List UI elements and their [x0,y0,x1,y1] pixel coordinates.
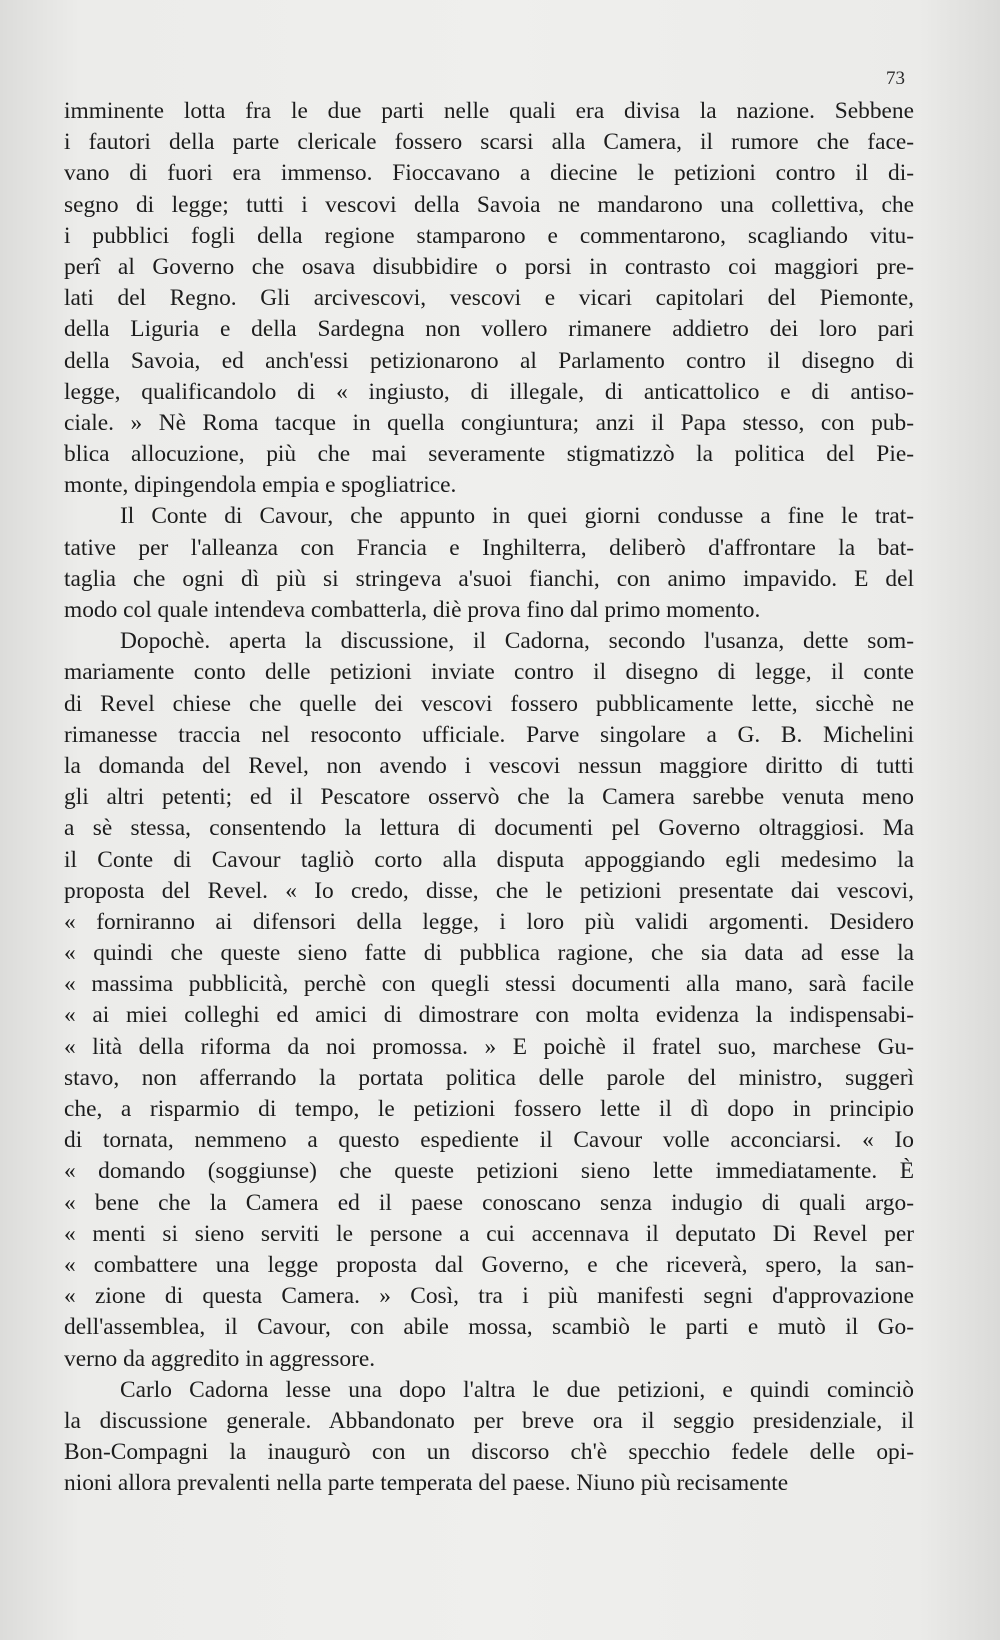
paragraph [64,1375,914,1500]
text-line: monte, dipingendola empia e spogliatrice. [64,472,457,499]
text-line: la domanda del Revel, non avendo i vescovi nessun maggiore diritto di tutti [64,752,914,779]
text-line: della Savoia, ed anch'essi petizionarono al Parlamento contro il disegno di [64,347,914,374]
text-line: rimanesse traccia nel resoconto ufficiale. Parve singolare a G. B. Michelini [64,721,914,748]
text-line: che, a risparmio di tempo, le petizioni fossero lette il dì dopo in principio [64,1096,914,1122]
text-line: ciale. » Nè Roma tacque in quella congiuntura; anzi il Papa stesso, con pub- [64,409,914,436]
text-line: « lità della riforma da noi promossa. » E poichè il fratel suo, marchese Gu- [64,1033,914,1060]
text-line: di tornata, nemmeno a questo espediente il Cavour volle acconciarsi. « Io [64,1127,914,1154]
text-line: la discussione generale. Abbandonato per breve ora il seggio presidenziale, il [64,1407,914,1434]
text-line: imminente lotta fra le due parti nelle quali era divisa la nazione. Sebbene [64,98,914,124]
text-line: a sè stessa, consentendo la lettura di documenti pel Governo oltraggiosi. Ma [64,815,914,842]
text-line: lati del Regno. Gli arcivescovi, vescovi e vicari capitolari del Piemonte, [64,285,914,312]
text-line: mariamente conto delle petizioni inviate contro il disegno di legge, il conte [64,659,914,686]
text-line: i fautori della parte clericale fossero scarsi alla Camera, il rumore che face- [64,129,914,156]
text-line: Dopochè. aperta la discussione, il Cadorna, secondo l'usanza, dette som- [120,628,914,655]
page-number: 73 [886,68,905,89]
text-line: « menti si sieno serviti le persone a cui accennava il deputato Di Revel per [64,1220,914,1247]
text-line: « bene che la Camera ed il paese conoscano senza indugio di quali argo- [64,1189,914,1216]
text-line: perî al Governo che osava disubbidire o porsi in contrasto coi maggiori pre- [64,253,914,280]
paragraph [64,501,914,626]
text-line: il Conte di Cavour tagliò corto alla disputa appoggiando egli medesimo la [64,846,914,873]
page-text [64,96,914,1499]
text-line: della Liguria e della Sardegna non vollero rimanere addietro dei loro pari [64,316,914,343]
text-line: stavo, non afferrando la portata politica delle parole del ministro, suggerì [64,1064,914,1091]
text-line: vano di fuori era immenso. Fioccavano a diecine le petizioni contro il di- [64,160,914,187]
text-line: « forniranno ai difensori della legge, i loro più validi argomenti. Desidero [64,908,914,935]
text-line: proposta del Revel. « Io credo, disse, che le petizioni presentate dai vescovi, [64,877,914,904]
paragraph [64,96,914,501]
text-line: verno da aggredito in aggressore. [64,1345,376,1372]
text-line: « zione di questa Camera. » Così, tra i più manifesti segni d'approvazione [64,1283,914,1310]
text-line: i pubblici fogli della regione stamparono e commentarono, scagliando vitu- [64,222,914,249]
text-line: Bon-Compagni la inaugurò con un discorso ch'è specchio fedele delle opi- [64,1439,914,1466]
text-line: Il Conte di Cavour, che appunto in quei giorni condusse a fine le trat- [120,503,914,530]
text-line: nioni allora prevalenti nella parte temperata del paese. Niuno più recisamente [64,1470,789,1497]
text-line: gli altri petenti; ed il Pescatore osservò che la Camera sarebbe venuta meno [64,784,914,811]
paragraph [64,626,914,1375]
text-line: legge, qualificandolo di « ingiusto, di illegale, di anticattolico e di antiso- [64,378,914,405]
text-line: « domando (soggiunse) che queste petizioni sieno lette immediatamente. È [64,1158,914,1185]
text-line: « massima pubblicità, perchè con quegli stessi documenti alla mano, sarà facile [64,971,914,998]
text-line: dell'assemblea, il Cavour, con abile mossa, scambiò le parti e mutò il Go- [64,1314,914,1341]
text-line: di Revel chiese che quelle dei vescovi fossero pubblicamente lette, sicchè ne [64,690,914,717]
text-line: Carlo Cadorna lesse una dopo l'altra le due petizioni, e quindi cominciò [120,1376,914,1403]
text-line: « ai miei colleghi ed amici di dimostrare con molta evidenza la indispensabi- [64,1002,914,1029]
text-line: « quindi che queste sieno fatte di pubblica ragione, che sia data ad esse la [64,940,914,967]
text-line: modo col quale intendeva combatterla, diè prova fino dal primo momento. [64,597,761,623]
text-line: segno di legge; tutti i vescovi della Savoia ne mandarono una collettiva, che [64,191,914,218]
text-line: blica allocuzione, più che mai severamente stigmatizzò la politica del Pie- [64,441,914,468]
text-line: taglia che ogni dì più si stringeva a'suoi fianchi, con animo impavido. E del [64,565,914,592]
text-line: « combattere una legge proposta dal Governo, e che riceverà, spero, la san- [64,1251,914,1278]
text-line: tative per l'alleanza con Francia e Inghilterra, deliberò d'affrontare la bat- [64,534,914,561]
